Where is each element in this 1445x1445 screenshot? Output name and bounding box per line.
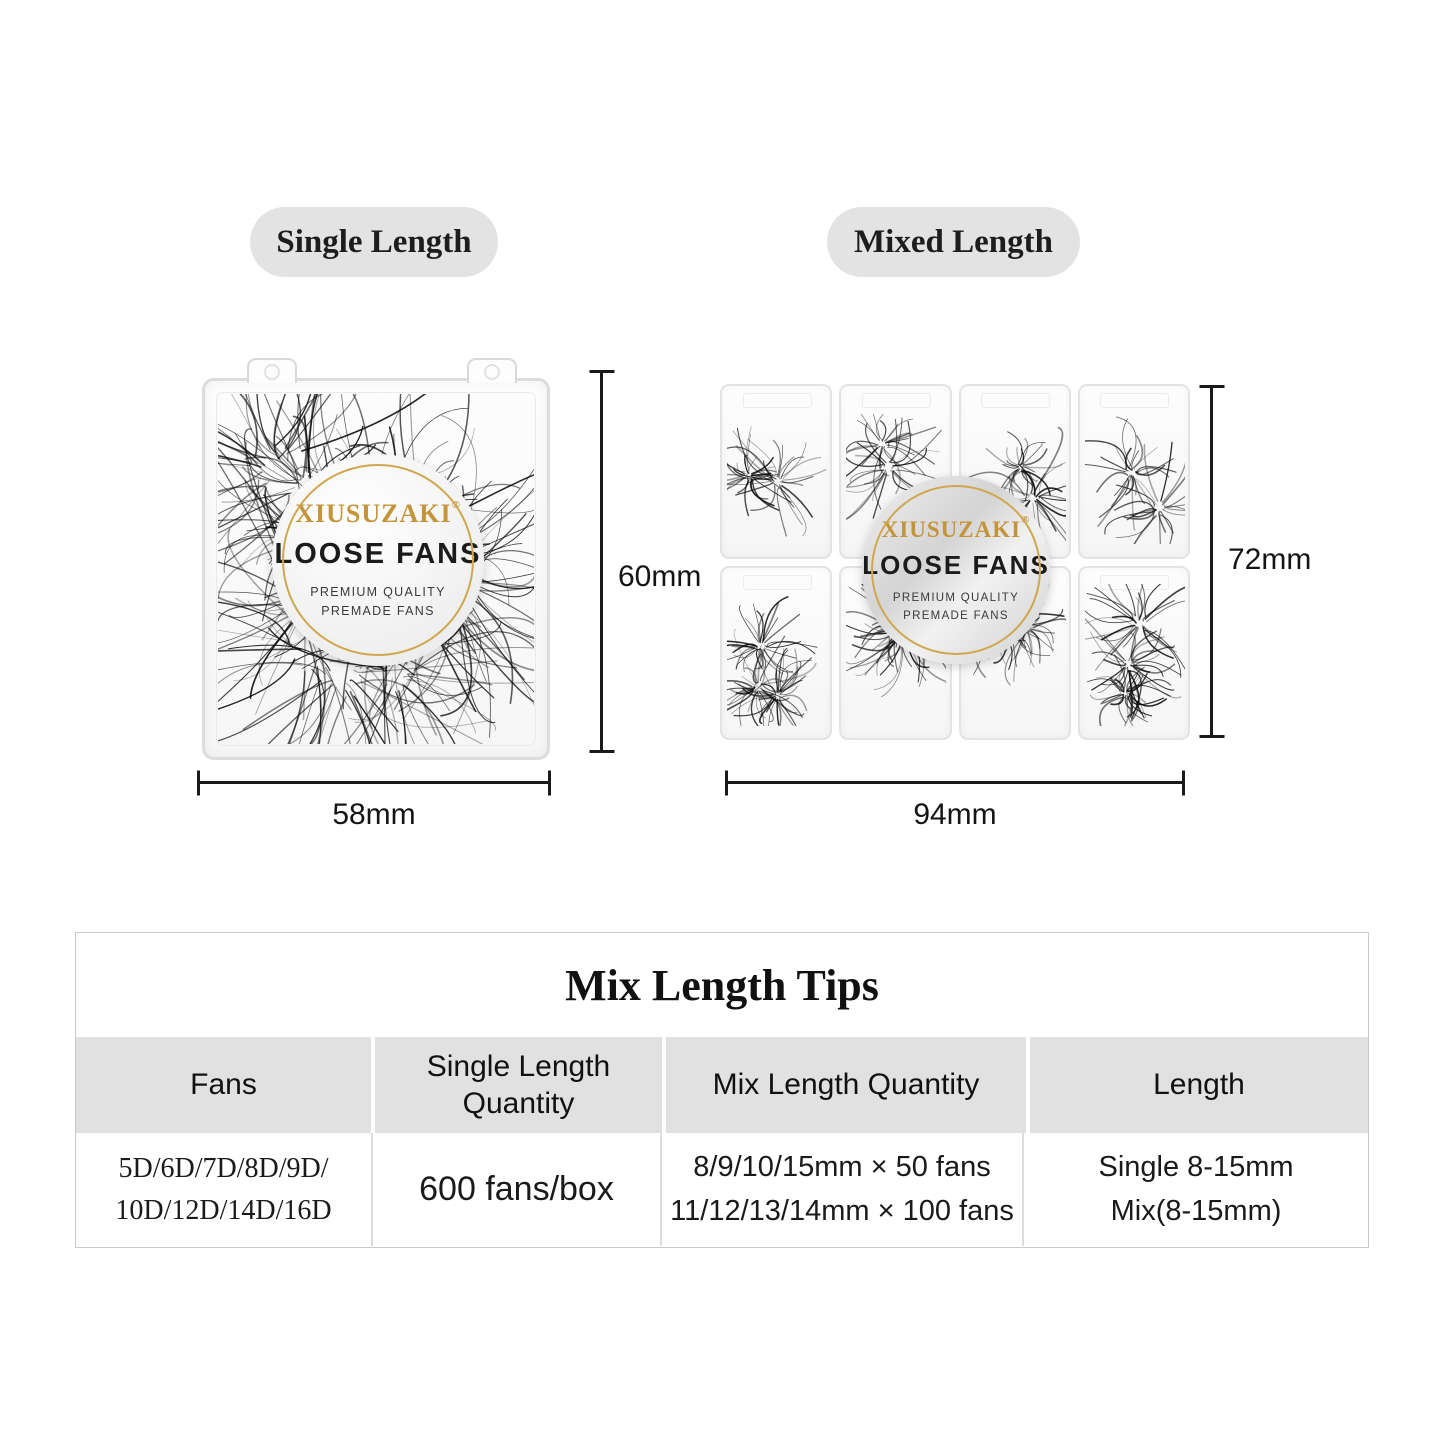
brand-seal [862,476,1050,664]
brand-seal [272,454,484,666]
cell-length: Single 8-15mm Mix(8-15mm) [1098,1151,1294,1227]
dimension-label-mixed-width: 94mm [913,798,997,831]
single-length-badge-label: Single Length [276,223,472,260]
cell-mix-quantity: 8/9/10/15mm × 50 fans 11/12/13/14mm × 100 fans [662,1133,1024,1246]
lash-cluster-image [1085,414,1185,544]
dimension-label-single-height: 60mm [618,560,702,593]
compartment-lid-tab [862,393,931,408]
product-name: LOOSE FANS [274,537,482,570]
box-hinge-icon [467,358,517,383]
dimension-line-mixed-height [1210,385,1213,738]
box-hinge-icon [247,358,297,383]
registered-mark: ® [1021,514,1031,527]
mixed-length-badge [827,207,1080,277]
dimension-line-single-width [197,781,551,784]
box-compartment [1078,384,1190,559]
brand-tagline: PREMIUM QUALITY PREMADE FANS [892,592,1020,622]
box-compartment [720,566,832,741]
brand-name: XIUSUZAKI® [881,514,1031,543]
cell-single-quantity: 600 fans/box [373,1133,662,1246]
registered-mark: ® [451,498,461,511]
box-compartment [720,384,832,559]
dimension-line-mixed-width [725,781,1185,784]
mixed-length-badge-label: Mixed Length [854,223,1053,260]
header-fans: Fans [76,1037,371,1133]
table-row [76,1133,1368,1246]
compartment-lid-tab [1100,393,1169,408]
brand-name: XIUSUZAKI® [295,498,461,528]
header-mix-length-quantity: Mix Length Quantity [666,1037,1026,1133]
lash-cluster-image [727,414,827,544]
box-compartment [1078,566,1190,741]
lash-cluster-image [727,584,827,726]
table-title: Mix Length Tips [565,960,879,1010]
dimension-label-mixed-height: 72mm [1228,543,1312,576]
lash-cluster-image [1085,584,1185,726]
header-single-length-quantity: Single Length Quantity [375,1037,662,1133]
compartment-lid-tab [981,393,1050,408]
dimension-label-single-width: 58mm [332,798,416,831]
mix-length-tips-table [75,932,1369,1248]
brand-tagline: PREMIUM QUALITY PREMADE FANS [310,584,446,618]
header-length: Length [1030,1037,1368,1133]
compartment-lid-tab [743,393,812,408]
cell-fans: 5D/6D/7D/8D/9D/ 10D/12D/14D/16D [76,1133,373,1246]
single-length-badge [250,207,498,277]
table-header-row [76,1037,1368,1133]
dimension-line-single-height [600,370,603,753]
product-name: LOOSE FANS [862,550,1050,581]
